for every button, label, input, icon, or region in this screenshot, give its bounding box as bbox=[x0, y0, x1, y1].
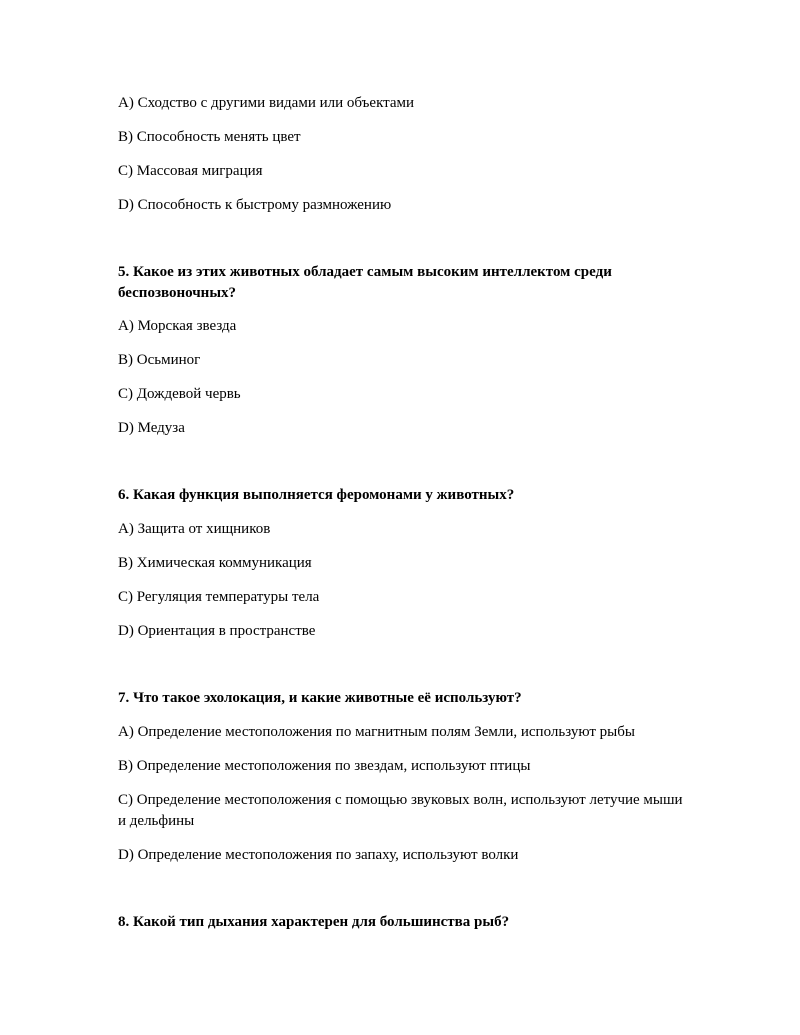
q5-option-b: B) Осьминог bbox=[118, 352, 201, 368]
q4-option-b: B) Способность менять цвет bbox=[118, 129, 301, 145]
q6-question: 6. Какая функция выполняется феромонами у животных? bbox=[118, 487, 515, 503]
q6-option-d: D) Ориентация в пространстве bbox=[118, 623, 316, 639]
q6-option-b: B) Химическая коммуникация bbox=[118, 555, 312, 571]
q7-option-a: A) Определение местоположения по магнитным полям Земли, используют рыбы bbox=[118, 724, 635, 740]
q5-option-c: C) Дождевой червь bbox=[118, 386, 241, 402]
q7-option-b: B) Определение местоположения по звездам, используют птицы bbox=[118, 758, 531, 774]
q4-option-c: C) Массовая миграция bbox=[118, 163, 263, 179]
q5-option-a: A) Морская звезда bbox=[118, 318, 237, 334]
q8-question: 8. Какой тип дыхания характерен для большинства рыб? bbox=[118, 914, 510, 930]
q4-option-a: A) Сходство с другими видами или объектами bbox=[118, 95, 415, 111]
q7-option-d: D) Определение местоположения по запаху, используют волки bbox=[118, 847, 519, 863]
q7-question: 7. Что такое эхолокация, и какие животные её используют? bbox=[118, 690, 522, 706]
q5-question: 5. Какое из этих животных обладает самым высоким интеллектом среди беспозвоночных? bbox=[118, 264, 612, 301]
q5-option-d: D) Медуза bbox=[118, 420, 185, 436]
q4-option-d: D) Способность к быстрому размножению bbox=[118, 197, 392, 213]
q6-option-a: A) Защита от хищников bbox=[118, 521, 271, 537]
q7-option-c: C) Определение местоположения с помощью звуковых волн, используют летучие мыши и дельфины bbox=[118, 792, 683, 829]
q6-option-c: C) Регуляция температуры тела bbox=[118, 589, 320, 605]
